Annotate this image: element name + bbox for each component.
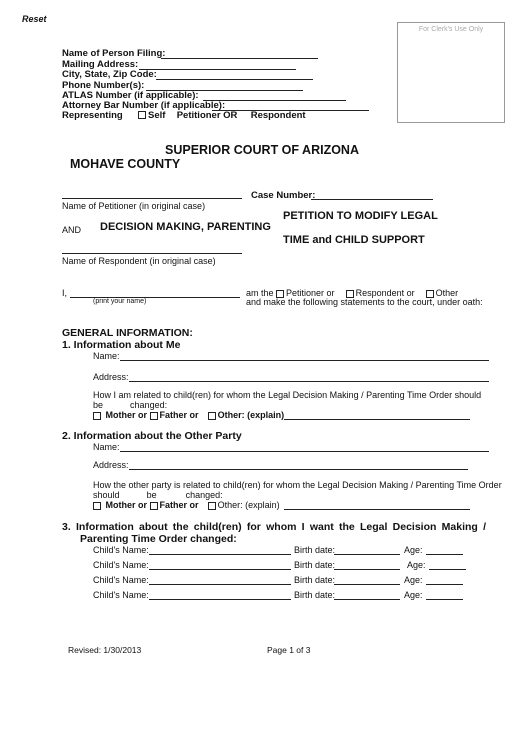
section-2-title: 2. Information about the Other Party [62,430,242,442]
s2-other-explain-field[interactable] [284,509,470,510]
petitioner-name-label: Name of Petitioner (in original case) [62,201,206,211]
court-title: SUPERIOR COURT OF ARIZONA [165,143,359,157]
s1-father-checkbox[interactable] [150,412,158,420]
city-state-zip-label: City, State, Zip Code: [62,69,157,80]
child-3-birth-label: Birth date: [294,575,336,585]
s2-father-checkbox[interactable] [150,502,158,510]
s1-mother-checkbox[interactable] [93,412,101,420]
s2-mother-label: Mother or [105,500,148,510]
child-4-name-label: Child's Name: [93,590,149,600]
section-3-title-line1: 3. Information about the child(ren) for whom I want the Legal Decision Making / [62,521,486,533]
petitioner-name-field[interactable] [62,198,242,199]
s1-name-label: Name: [93,351,120,361]
child-4-age-label: Age: [404,590,423,600]
child-2-name-label: Child's Name: [93,560,149,570]
s1-father-label: Father or [159,410,199,420]
s1-address-field[interactable] [129,381,489,382]
s2-name-field[interactable] [120,451,489,452]
s1-relation-row [93,410,284,420]
child-3-age-label: Age: [404,575,423,585]
self-checkbox[interactable] [138,111,146,119]
attorney-bar-label: Attorney Bar Number (if applicable): [62,100,226,111]
s2-address-label: Address: [93,460,129,470]
child-3-age-field[interactable] [426,584,463,585]
s2-address-field[interactable] [129,469,468,470]
atlas-label: ATLAS Number (if applicable): [62,90,199,101]
respondent-label: Respondent [250,110,306,121]
name-filing-label: Name of Person Filing: [62,48,166,59]
s2-father-label: Father or [159,500,199,510]
i-label: I, [62,288,68,298]
section-3-title [62,521,486,533]
child-1-birth-label: Birth date: [294,545,336,555]
child-3-name-label: Child's Name: [93,575,149,585]
case-number-field[interactable] [311,199,433,200]
respondent-name-label: Name of Respondent (in original case) [62,256,216,266]
s2-should-text: should [93,490,120,500]
child-4-name-field[interactable] [149,599,291,600]
mailing-address-field[interactable] [139,69,296,70]
section-1-title: 1. Information about Me [62,339,181,351]
child-1-birth-field[interactable] [334,554,400,555]
self-label: Self [148,110,166,121]
child-1-name-field[interactable] [149,554,291,555]
case-number-label: Case Number: [251,190,316,201]
other-text: Other [435,288,459,298]
s1-address-label: Address: [93,372,129,382]
respondent-or-text: Respondent or [355,288,415,298]
section-3-title-line2: Parenting Time Order changed: [80,533,237,545]
title-line-1: PETITION TO MODIFY LEGAL [283,210,438,222]
child-1-age-label: Age: [404,545,423,555]
representing-label: Representing [62,110,123,121]
s2-other-checkbox[interactable] [208,502,216,510]
representing-row [62,110,306,121]
city-state-zip-field[interactable] [156,79,313,80]
s2-name-label: Name: [93,442,120,452]
title-line-3: TIME and CHILD SUPPORT [283,234,425,246]
child-3-name-field[interactable] [149,584,291,585]
s2-be-text: be [146,490,157,500]
oath-statement: and make the following statements to the court, under oath: [246,297,483,307]
s1-other-checkbox[interactable] [208,412,216,420]
s2-related-text: How the other party is related to child(ren) for whom the Legal Decision Making / Parenting Time Order [93,480,502,490]
clerk-use-label: For Clerk's Use Only [418,26,484,33]
s2-mother-checkbox[interactable] [93,502,101,510]
child-4-age-field[interactable] [426,599,463,600]
s2-changed-text: changed: [185,490,223,500]
s2-related-cont [93,490,223,500]
child-1-name-label: Child's Name: [93,545,149,555]
name-filing-field[interactable] [161,58,318,59]
reset-button[interactable]: Reset [22,14,47,24]
s1-name-field[interactable] [120,360,489,361]
petitioner-or-text: Petitioner or [286,288,335,298]
child-2-birth-field[interactable] [334,569,400,570]
clerk-use-box [397,22,505,123]
child-2-birth-label: Birth date: [294,560,336,570]
child-4-birth-field[interactable] [334,599,400,600]
revised-date: Revised: 1/30/2013 [68,645,142,655]
s2-relation-row [93,500,280,510]
respondent-name-field[interactable] [62,253,242,254]
s1-related-text: How I am related to child(ren) for whom the Legal Decision Making / Parenting Time Order should [93,390,482,400]
general-info-heading: GENERAL INFORMATION: [62,327,193,339]
child-1-age-field[interactable] [426,554,463,555]
petitioner-or-label: Petitioner OR [176,110,238,121]
and-label: AND [62,225,82,235]
page-number: Page 1 of 3 [267,645,311,655]
s1-other-explain-field[interactable] [284,419,470,420]
mailing-address-label: Mailing Address: [62,59,139,70]
child-3-birth-field[interactable] [334,584,400,585]
child-4-birth-label: Birth date: [294,590,336,600]
title-line-2: DECISION MAKING, PARENTING [100,221,271,233]
child-2-age-field[interactable] [429,569,466,570]
phone-label: Phone Number(s): [62,80,145,91]
s2-other-label: Other: (explain) [217,500,280,510]
print-name-label: (print your name) [93,298,147,305]
s1-related-cont [93,400,167,410]
s1-mother-label: Mother or [105,410,148,420]
child-2-age-label: Age: [407,560,426,570]
am-the-label: am the [246,288,274,298]
county-title: MOHAVE COUNTY [70,157,181,171]
s1-other-label: Other: (explain) [217,410,285,420]
s1-be-text: be [93,400,104,410]
child-2-name-field[interactable] [149,569,291,570]
s1-changed-text: changed: [130,400,168,410]
